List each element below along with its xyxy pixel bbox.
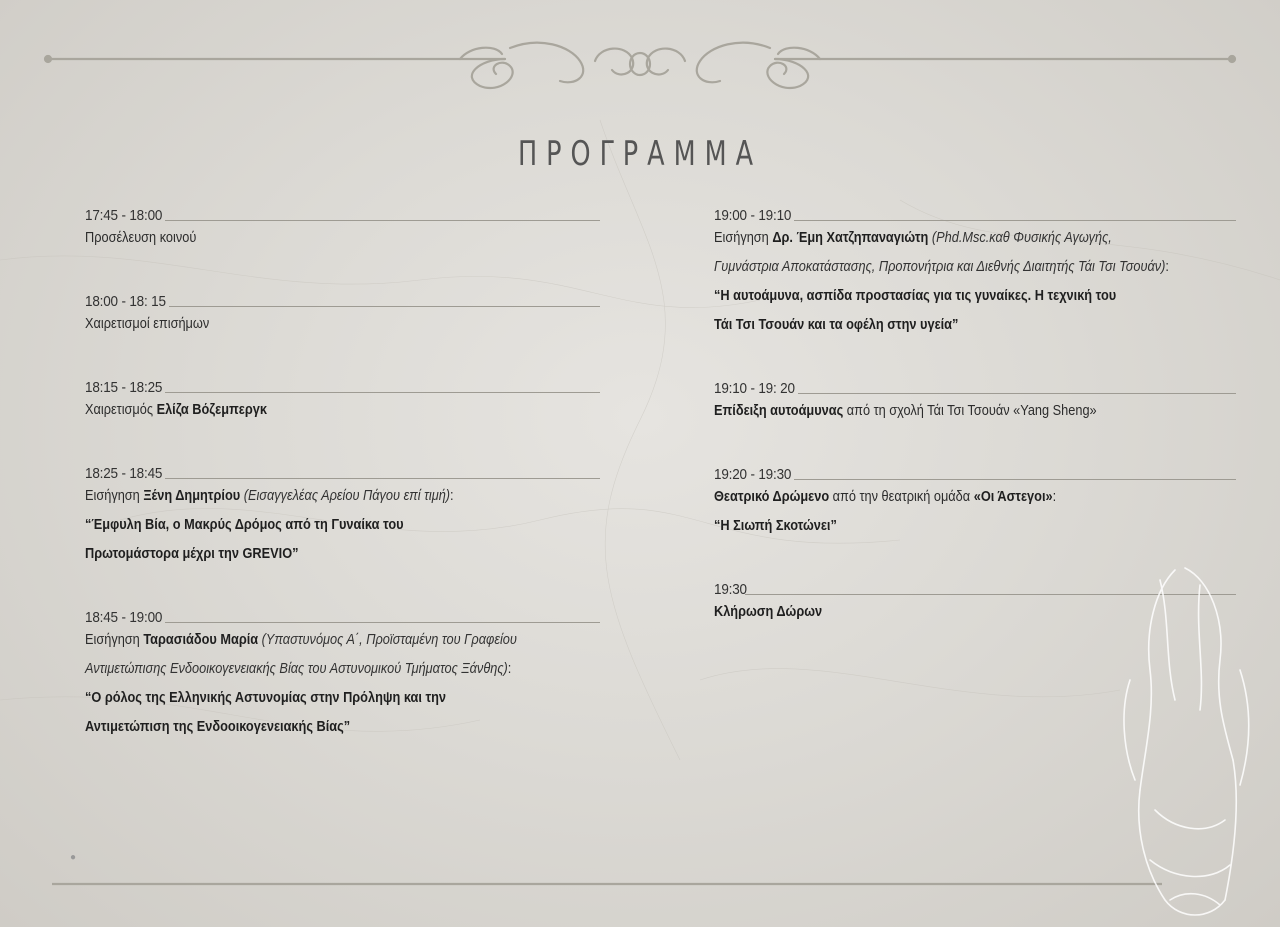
- bold-text: Θεατρικό Δρώμενο: [714, 489, 830, 505]
- divider: [165, 478, 600, 479]
- page-title: ΠΡΟΓΡΑΜΜΑ: [517, 134, 763, 174]
- bold-text: Αντιμετώπιση της Ενδοοικογενειακής Βίας”: [85, 719, 351, 735]
- entry-line: [714, 512, 1173, 541]
- italic-text: (Υπαστυνόμος Α΄, Προϊσταμένη του Γραφείου: [258, 632, 517, 648]
- bold-text: Πρωτομάστορα μέχρι την GREVIO”: [85, 546, 299, 562]
- schedule-entry: [85, 200, 600, 253]
- bold-text: «Οι Άστεγοι»: [973, 489, 1053, 505]
- text: Εισήγηση: [85, 488, 144, 504]
- entry-line: [714, 483, 1173, 512]
- time-row: [85, 200, 600, 224]
- divider: [798, 393, 1236, 394]
- time-slot: 18:15 - 18:25: [85, 379, 163, 396]
- divider: [165, 220, 600, 221]
- entry-line: [714, 282, 1173, 311]
- bold-text: “Η αυτοάμυνα, ασπίδα προστασίας για τις γυναίκες. Η τεχνική του: [714, 288, 1117, 304]
- bold-text: “Η Σιωπή Σκοτώνει”: [714, 518, 837, 534]
- time-row: [714, 200, 1236, 224]
- entry-line: [85, 396, 538, 425]
- bold-text: Κλήρωση Δώρων: [714, 604, 823, 620]
- schedule-entry: [85, 286, 600, 339]
- italic-text: (Phd.Msc.καθ Φυσικής Αγωγής,: [928, 230, 1112, 246]
- schedule-entry: [85, 372, 600, 425]
- text: από τη σχολή Τάι Τσι Τσουάν «Yang Sheng»: [843, 403, 1097, 419]
- entry-line: [85, 626, 538, 655]
- bold-text: Ξένη Δημητρίου: [143, 488, 241, 504]
- schedule-entry: [714, 459, 1236, 541]
- divider: [165, 392, 600, 393]
- entry-line: [714, 598, 1173, 627]
- entry-line: [714, 397, 1173, 426]
- schedule-entry: [85, 458, 600, 569]
- entry-line: [85, 482, 538, 511]
- time-slot: 18:00 - 18: 15: [85, 293, 166, 310]
- entry-line: [85, 310, 538, 339]
- italic-text: Γυμνάστρια Αποκατάστασης, Προπονήτρια και Διεθνής Διαιτητής Τάι Τσι Τσουάν): [714, 259, 1166, 275]
- text: :: [450, 488, 454, 504]
- bottom-rule: [52, 880, 1162, 888]
- text: Εισήγηση: [714, 230, 773, 246]
- entry-line: [85, 511, 538, 540]
- time-row: [714, 459, 1236, 483]
- text: :: [1052, 489, 1057, 505]
- entry-line: [85, 655, 538, 684]
- bold-text: Δρ. Έμη Χατζηπαναγιώτη: [772, 230, 929, 246]
- bold-text: Ταρασιάδου Μαρία: [143, 632, 259, 648]
- text: :: [1165, 259, 1169, 275]
- divider: [169, 306, 600, 307]
- time-row: [85, 458, 600, 482]
- entry-line: [85, 540, 538, 569]
- text: Εισήγηση: [85, 632, 144, 648]
- bold-text: Επίδειξη αυτοάμυνας: [714, 403, 844, 419]
- time-row: [714, 373, 1236, 397]
- time-row: [85, 602, 600, 626]
- seated-woman-illustration: [1115, 560, 1265, 927]
- bold-text: Ελίζα Βόζεμπεργκ: [156, 402, 267, 418]
- time-slot: 18:25 - 18:45: [85, 465, 163, 482]
- schedule-entry: [714, 373, 1236, 426]
- time-row: [85, 286, 600, 310]
- bold-text: Τάι Τσι Τσουάν και τα οφέλη στην υγεία”: [714, 317, 959, 333]
- divider: [794, 220, 1236, 221]
- text: :: [507, 661, 512, 677]
- bold-text: “Ο ρόλος της Ελληνικής Αστυνομίας στην Πρόληψη και την: [85, 690, 447, 706]
- time-slot: 19:20 - 19:30: [714, 466, 792, 483]
- divider: [165, 622, 600, 623]
- entry-line: [85, 713, 538, 742]
- text: από την θεατρική ομάδα: [829, 489, 974, 505]
- text: Προσέλευση κοινού: [85, 230, 197, 246]
- entry-line: [85, 684, 538, 713]
- time-slot: 17:45 - 18:00: [85, 207, 163, 224]
- ornament-scroll-icon: [40, 36, 1240, 96]
- time-slot: 18:45 - 19:00: [85, 609, 163, 626]
- time-slot: 19:10 - 19: 20: [714, 380, 795, 397]
- entry-line: [714, 224, 1173, 253]
- schedule-left-column: [85, 200, 600, 742]
- text: Χαιρετισμοί επισήμων: [85, 316, 210, 332]
- time-slot: 19:30: [714, 581, 747, 598]
- entry-line: [714, 311, 1173, 340]
- schedule-entry: [85, 602, 600, 742]
- bold-text: “Έμφυλη Βία, ο Μακρύς Δρόμος από τη Γυναίκα του: [85, 517, 404, 533]
- italic-text: Αντιμετώπισης Ενδοοικογενειακής Βίας του Αστυνομικού Τμήματος Ξάνθης): [85, 661, 508, 677]
- speck: ●: [70, 852, 77, 863]
- divider: [794, 479, 1236, 480]
- italic-text: (Εισαγγελέας Αρείου Πάγου επί τιμή): [240, 488, 451, 504]
- entry-line: [85, 224, 538, 253]
- schedule-entry: [714, 200, 1236, 340]
- time-slot: 19:00 - 19:10: [714, 207, 792, 224]
- time-row: [85, 372, 600, 396]
- text: Χαιρετισμός: [85, 402, 157, 418]
- entry-line: [714, 253, 1173, 282]
